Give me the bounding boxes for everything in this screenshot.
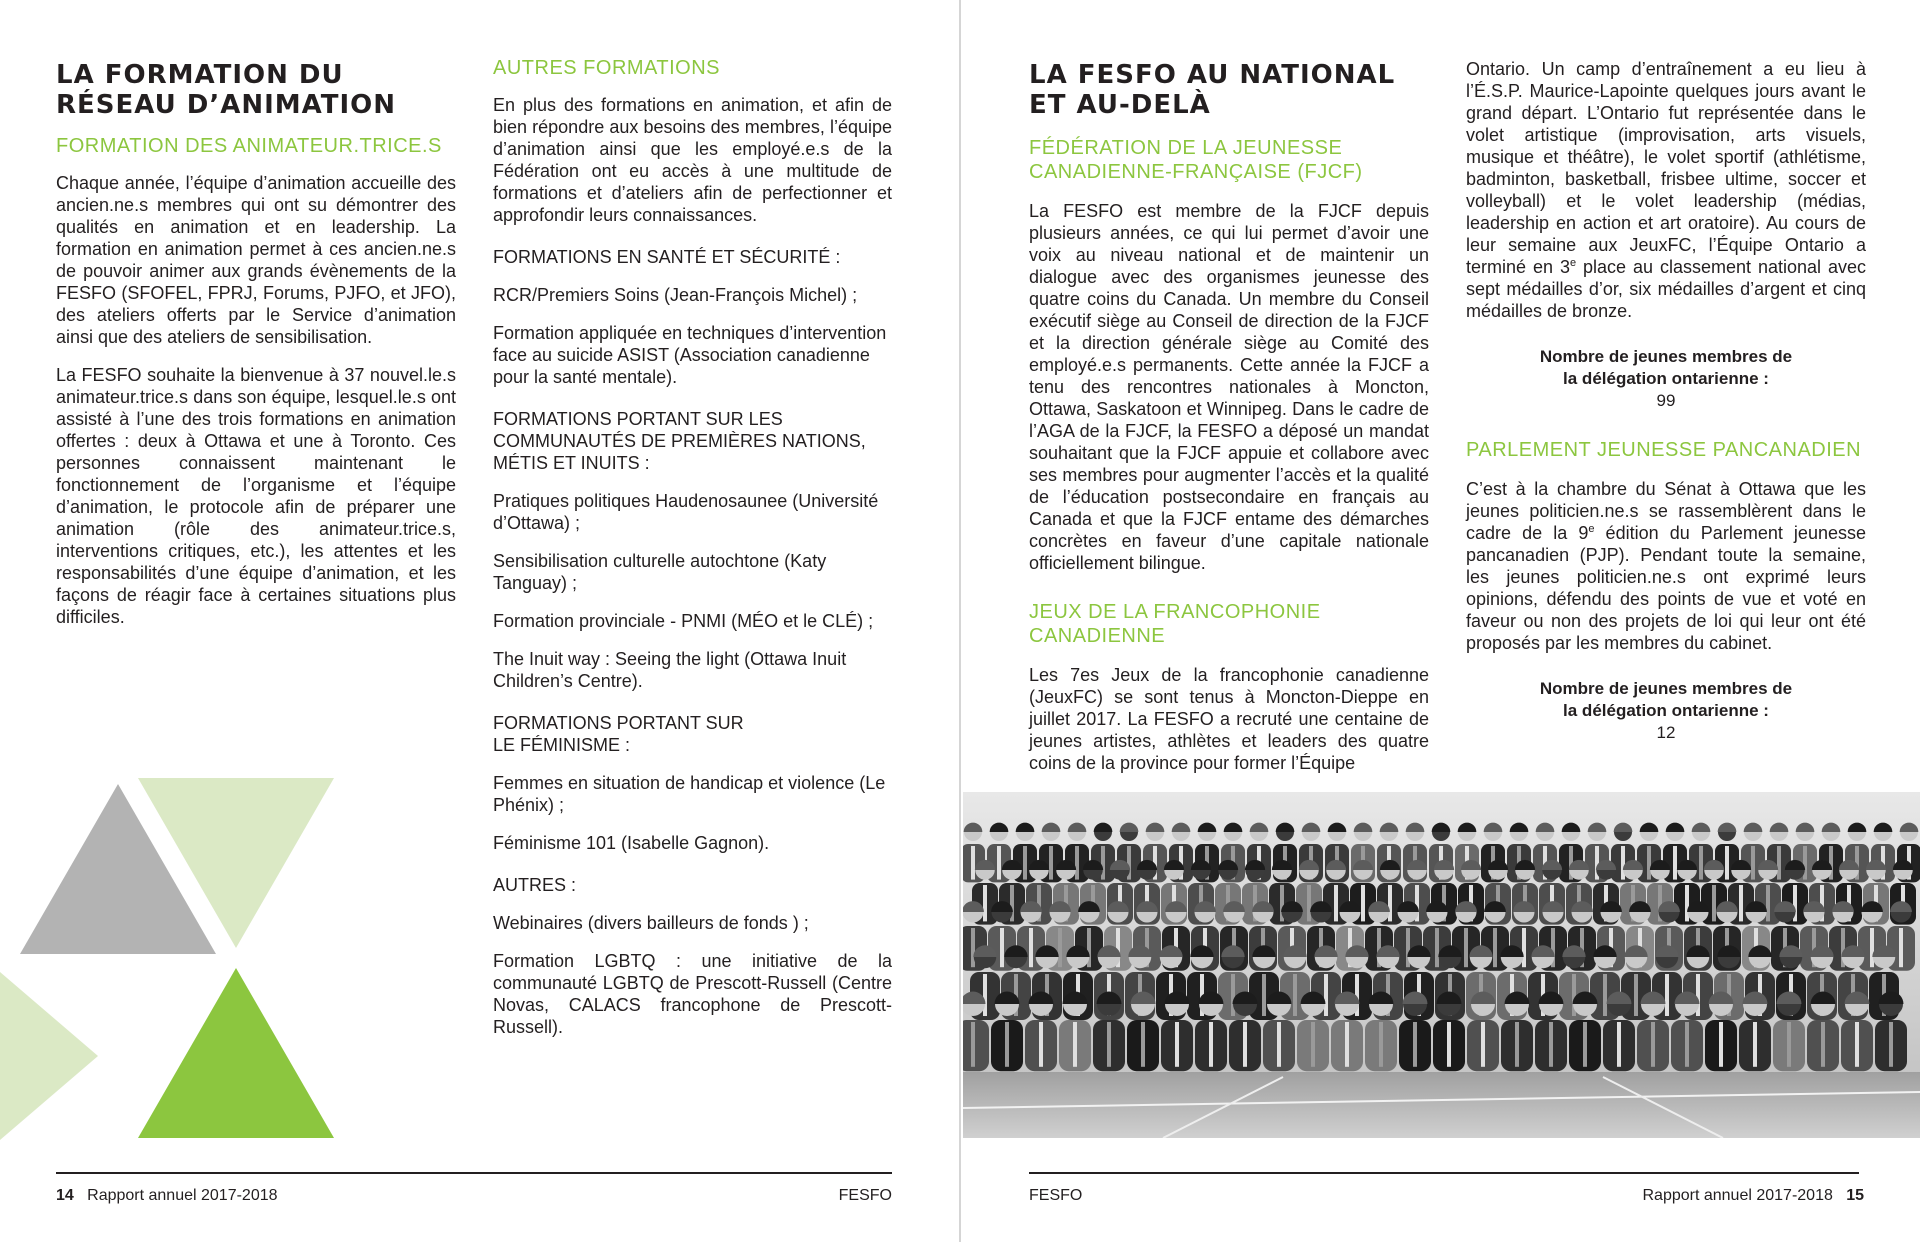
text-run: C’est à la chambre du Sénat à Ottawa que les jeunes politicien.ne.s se rassemblèrent dans le cadre de la 9 (1466, 479, 1866, 543)
title-line-2: ET AU-DELÀ (1029, 90, 1211, 120)
list-heading: AUTRES : (493, 875, 577, 895)
footer-report: Rapport annuel 2017-2018 (87, 1187, 278, 1204)
paragraph (1466, 58, 1866, 322)
list-item: Formation appliquée en techniques d’intervention face au suicide ASIST (Association canadienne pour la santé mentale). (493, 323, 887, 387)
paragraph (1466, 478, 1866, 654)
subtitle-animateurs: FORMATION DES ANIMATEUR.TRICE.S (56, 135, 442, 157)
stat-label: la délégation ontarienne : (1563, 701, 1769, 720)
crowd-silhouettes (963, 823, 1920, 1072)
subtitle-jeux (1029, 600, 1429, 648)
paragraph: En plus des formations en animation, et afin de bien répondre aux besoins des membres, l’équipe d’animation ainsi que les employé.e.s de la Fédération ont eu accès à une multitude de formations et d’ateliers afin de perfectionner et approfondir leurs connaissances. (493, 95, 892, 225)
title-line-1: LA FESFO AU NATIONAL (1029, 60, 1396, 90)
subtitle-line: JEUX DE LA FRANCOPHONIE (1029, 601, 1321, 623)
footer-report: Rapport annuel 2017-2018 (1642, 1187, 1833, 1204)
superscript: e (1569, 257, 1577, 269)
subtitle-fjcf (1029, 136, 1429, 184)
left-column-2 (493, 56, 892, 1038)
group-photo (963, 792, 1920, 1138)
heading-line: FORMATIONS PORTANT SUR (493, 713, 744, 733)
page-14 (0, 0, 959, 1242)
text-run: place au classement national avec sept médailles d’or, six médailles d’argent et cinq médailles de bronze. (1466, 257, 1866, 321)
list-heading: FORMATIONS EN SANTÉ ET SÉCURITÉ : (493, 247, 841, 267)
list-item: Femmes en situation de handicap et violence (Le Phénix) ; (493, 773, 886, 815)
section-title (1029, 60, 1429, 120)
list-item: The Inuit way : Seeing the light (Ottawa Inuit Children’s Centre). (493, 649, 847, 691)
triangle-light-green-left (0, 972, 98, 1140)
list-item: Webinaires (divers bailleurs de fonds ) ; (493, 913, 809, 933)
footer-rule (1029, 1172, 1859, 1174)
paragraph: La FESFO souhaite la bienvenue à 37 nouvel.le.s animateur.trice.s dans son équipe, lesquel.le.s ont assisté à l’une des trois formations en animation offertes : deux à Ottawa et une à Toronto. Ces personnes connaissent maintenant le fonctionnement de l’organisme et l’équipe d’animation, le protocole afin de préparer une animation (rôle des animateur.trice.s, interventions critiques, etc.), les attentes et les responsabilités d’une équipe d’animation, et les façons de réagir face à certaines situations plus difficiles. (56, 365, 456, 627)
section-title (56, 60, 456, 120)
title-line-2: RÉSEAU D’ANIMATION (56, 90, 397, 120)
triangle-light-green-top (138, 778, 334, 948)
paragraph: La FESFO est membre de la FJCF depuis plusieurs années, ce qui lui permet d’avoir une voix au niveau national et de maintenir un dialogue avec des organismes jeunesse des quatre coins du Canada. Un membre du Conseil exécutif siège au Conseil de direction de la FJCF et la direction générale siège au Comité des employé.e.s permanents. Cette année la FJCF a tenu des rencontres nationales à Moncton, Ottawa, Saskatoon et Winnipeg. Dans le cadre de l’AGA de la FJCF, la FESFO a déposé un mandat souhaitant que la FJCF appuie et collabore avec ses membres pour augmenter l’accès et la qualité de l’éducation postsecondaire en français au Canada et que la FJCF entame des démarches concrètes en faveur d’une capitale nationale officiellement bilingue. (1029, 201, 1429, 573)
left-column-1 (56, 60, 456, 628)
heading-line: LE FÉMINISME : (493, 735, 631, 755)
stat-value: 12 (1656, 723, 1676, 742)
group-photo-illustration (963, 792, 1920, 1138)
paragraph: Les 7es Jeux de la francophonie canadienne (JeuxFC) se sont tenus à Moncton-Dieppe en juillet 2017. La FESFO a recruté une centaine de jeunes artistes, athlètes et leaders des quatre coins de la province pour former l’Équipe (1029, 665, 1429, 773)
triangle-green (138, 968, 334, 1138)
stat-block-pjp (1466, 678, 1866, 744)
subtitle-line: FÉDÉRATION DE LA JEUNESSE (1029, 137, 1343, 159)
list-item: Féminisme 101 (Isabelle Gagnon). (493, 833, 770, 853)
subtitle-parlement: PARLEMENT JEUNESSE PANCANADIEN (1466, 439, 1862, 461)
list-item: Sensibilisation culturelle autochtone (Katy Tanguay) ; (493, 551, 827, 593)
superscript: e (1588, 523, 1595, 535)
list-heading (493, 712, 892, 756)
stat-label: la délégation ontarienne : (1563, 369, 1769, 388)
stat-value: 99 (1656, 391, 1676, 410)
list-item: Pratiques politiques Haudenosaunee (Université d’Ottawa) ; (493, 491, 879, 533)
list-item: RCR/Premiers Soins (Jean-François Michel) ; (493, 285, 858, 305)
subtitle-autres-formations: AUTRES FORMATIONS (493, 57, 721, 79)
stat-label: Nombre de jeunes membres de (1539, 679, 1793, 698)
page-number: 15 (1846, 1187, 1864, 1204)
list-item: Formation provinciale - PNMI (MÉO et le CLÉ) ; (493, 611, 874, 631)
subtitle-line: CANADIENNE-FRANÇAISE (FJCF) (1029, 161, 1363, 183)
page-number: 14 (56, 1187, 74, 1204)
right-column-2 (1466, 58, 1866, 744)
paragraph: Chaque année, l’équipe d’animation accueille des ancien.ne.s membres qui ont su démontrer des qualités en animation et en leadership. La formation en animation permet à ces ancien.ne.s de pouvoir animer aux grands évènements de la FESFO (SFOFEL, FPRJ, Forums, PJFO, et JFO), des ateliers offerts par le Service d’animation ainsi que des ateliers de sensibilisation. (56, 173, 456, 347)
text-run: Ontario. Un camp d’entraînement a eu lieu à l’É.S.P. Maurice-Lapointe quelques jours avant le grand départ. L’Ontario fut représentée dans le volet artistique (improvisation, arts visuels, musique et théâtre), le volet sportif (athlétisme, badminton, basketball, frisbee ultime, soccer et volleyball) et le volet leadership (médias, leadership en action et art oratoire). Au cours de leur semaine aux JeuxFC, l’Équipe Ontario a terminé en 3 (1466, 59, 1866, 277)
right-column-1 (1029, 60, 1429, 774)
footer-right (1642, 1186, 1864, 1206)
list-heading: FORMATIONS PORTANT SUR LES COMMUNAUTÉS DE PREMIÈRES NATIONS, MÉTIS ET INUITS : (493, 409, 866, 473)
list-item: Formation LGBTQ : une initiative de la communauté LGBTQ de Prescott-Russell (Centre Novas, CALACS francophone de Prescott-Russell). (493, 951, 892, 1037)
stat-label: Nombre de jeunes membres de (1539, 347, 1793, 366)
subtitle-line: CANADIENNE (1029, 625, 1166, 647)
footer-rule (56, 1172, 892, 1174)
stat-block-jeux (1466, 346, 1866, 412)
footer-left (56, 1186, 278, 1206)
footer-org: FESFO (1029, 1187, 1083, 1204)
title-line-1: LA FORMATION DU (56, 60, 344, 90)
footer-org: FESFO (838, 1187, 892, 1204)
text-run: édition du Parlement jeunesse pancanadien (PJP). Pendant toute la semaine, les jeunes politicien.ne.s ont exprimé leurs opinions, défendu des points de vue et voté en faveur ou non des projets de loi qui leur ont été proposés par les membres du cabinet. (1466, 523, 1866, 653)
